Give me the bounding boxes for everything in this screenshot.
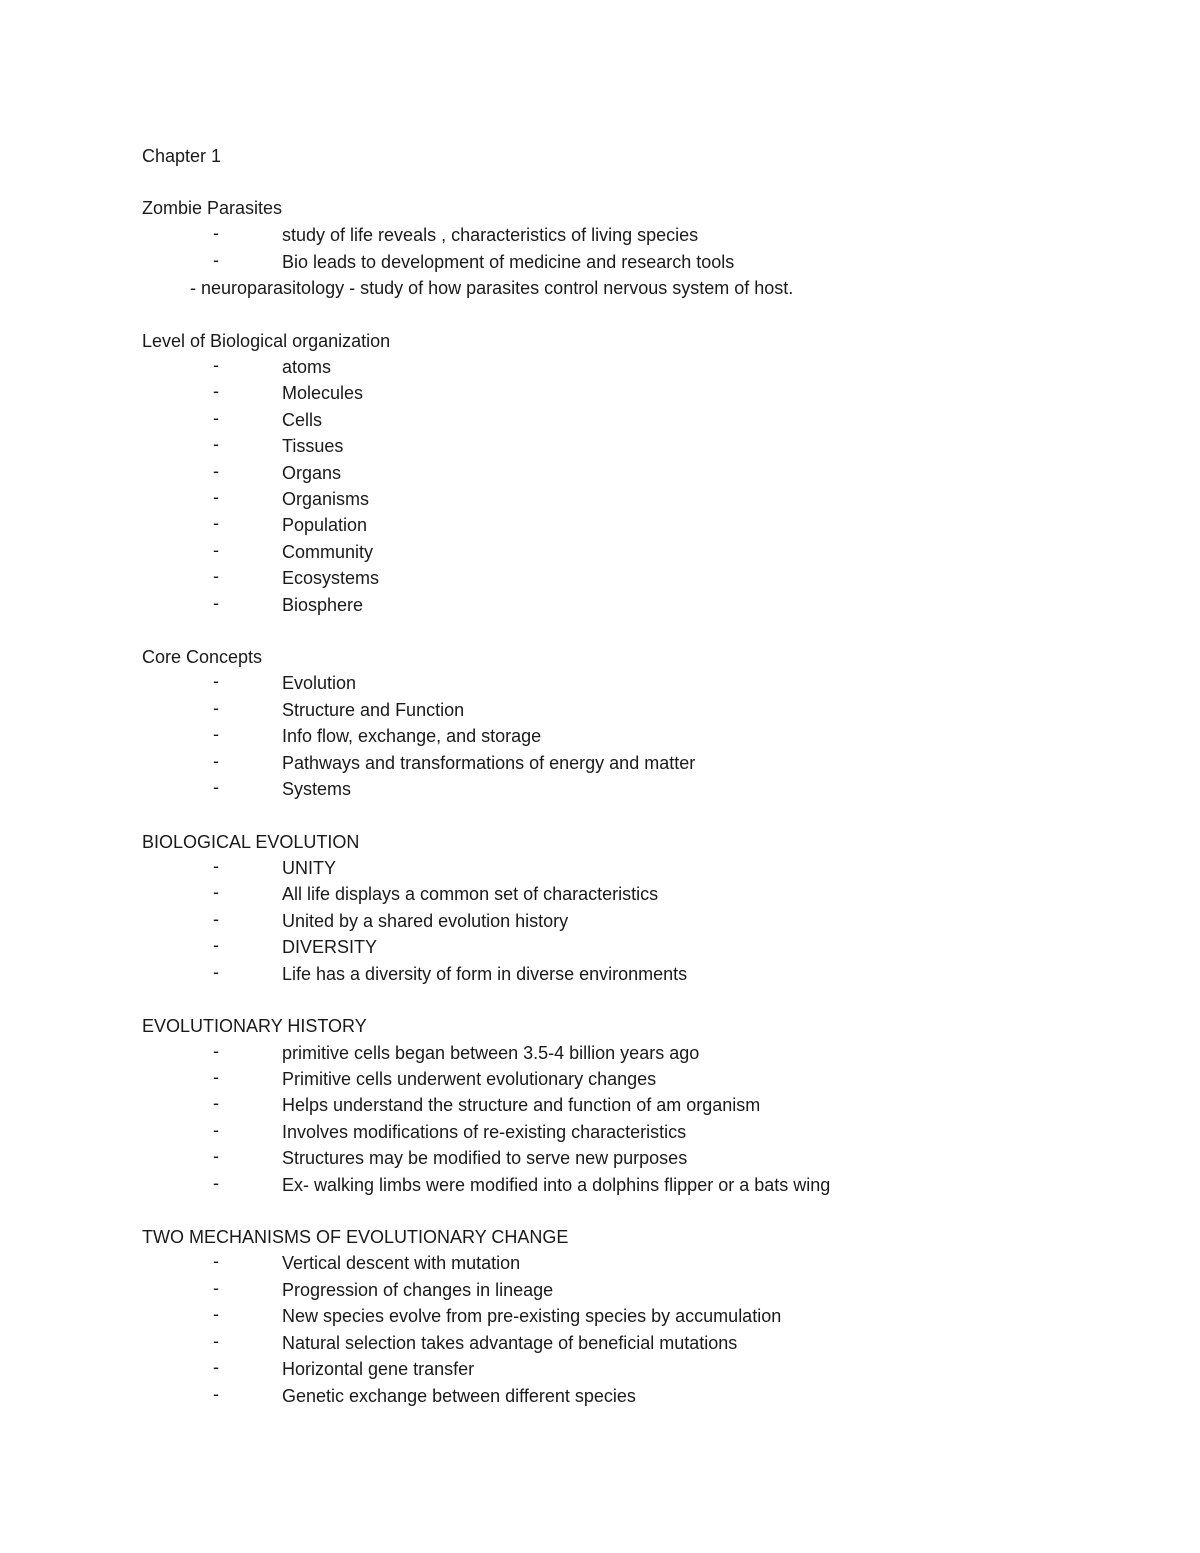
list-item: atoms [282,357,332,377]
list-item-extra: - neuroparasitology - study of how parasites control nervous system of host. [190,278,794,298]
bullet-dash: - [213,434,219,454]
section-heading: BIOLOGICAL EVOLUTION [142,832,360,852]
bullet-dash: - [213,1120,219,1140]
list-item: Vertical descent with mutation [282,1253,521,1273]
list-item: Ex- walking limbs were modified into a dolphins flipper or a bats wing [282,1175,831,1195]
list-item: Genetic exchange between different species [282,1386,636,1406]
bullet-dash: - [213,1304,219,1324]
bullet-dash: - [213,566,219,586]
list-item: Population [282,515,368,535]
bullet-dash: - [213,250,219,270]
list-item: Ecosystems [282,568,380,588]
list-item: Helps understand the structure and function of am organism [282,1095,761,1115]
list-item: UNITY [282,858,336,878]
section-heading: Zombie Parasites [142,198,283,218]
bullet-dash: - [213,540,219,560]
list-item: Tissues [282,436,344,456]
bullet-dash: - [213,513,219,533]
list-item: Horizontal gene transfer [282,1359,475,1379]
list-item: Cells [282,410,323,430]
list-item: All life displays a common set of characteristics [282,884,659,904]
bullet-dash: - [213,935,219,955]
list-item: Progression of changes in lineage [282,1280,554,1300]
bullet-dash: - [213,408,219,428]
list-item: Community [282,542,374,562]
bullet-dash: - [213,1146,219,1166]
bullet-dash: - [213,355,219,375]
bullet-dash: - [213,1041,219,1061]
list-item: Info flow, exchange, and storage [282,726,542,746]
list-item: study of life reveals , characteristics of living species [282,225,699,245]
list-item: New species evolve from pre-existing species by accumulation [282,1306,782,1326]
bullet-dash: - [213,1331,219,1351]
list-item: Bio leads to development of medicine and research tools [282,252,735,272]
chapter-title: Chapter 1 [142,146,222,166]
bullet-dash: - [213,487,219,507]
bullet-dash: - [213,751,219,771]
bullet-dash: - [213,381,219,401]
bullet-dash: - [213,1067,219,1087]
bullet-dash: - [213,1173,219,1193]
bullet-dash: - [213,1093,219,1113]
list-item: Organisms [282,489,370,509]
bullet-dash: - [213,1278,219,1298]
section-heading: Level of Biological organization [142,331,391,351]
bullet-dash: - [213,909,219,929]
bullet-dash: - [213,1357,219,1377]
list-item: Involves modifications of re-existing characteristics [282,1122,687,1142]
list-item: Evolution [282,673,357,693]
list-item: Structures may be modified to serve new purposes [282,1148,688,1168]
list-item: Molecules [282,383,364,403]
bullet-dash: - [213,461,219,481]
bullet-dash: - [213,962,219,982]
bullet-dash: - [213,671,219,691]
bullet-dash: - [213,777,219,797]
list-item: Natural selection takes advantage of beneficial mutations [282,1333,738,1353]
bullet-dash: - [213,593,219,613]
bullet-dash: - [213,223,219,243]
bullet-dash: - [213,724,219,744]
bullet-dash: - [213,1251,219,1271]
list-item: primitive cells began between 3.5-4 billion years ago [282,1043,700,1063]
list-item: Life has a diversity of form in diverse environments [282,964,688,984]
section-heading: Core Concepts [142,647,263,667]
list-item: Biosphere [282,595,364,615]
list-item: Systems [282,779,352,799]
list-item: Primitive cells underwent evolutionary changes [282,1069,657,1089]
bullet-dash: - [213,698,219,718]
section-heading: TWO MECHANISMS OF EVOLUTIONARY CHANGE [142,1227,569,1247]
list-item: Structure and Function [282,700,465,720]
list-item: Pathways and transformations of energy and matter [282,753,696,773]
bullet-dash: - [213,1384,219,1404]
section-heading: EVOLUTIONARY HISTORY [142,1016,367,1036]
bullet-dash: - [213,882,219,902]
bullet-dash: - [213,856,219,876]
list-item: United by a shared evolution history [282,911,569,931]
list-item: Organs [282,463,342,483]
list-item: DIVERSITY [282,937,378,957]
